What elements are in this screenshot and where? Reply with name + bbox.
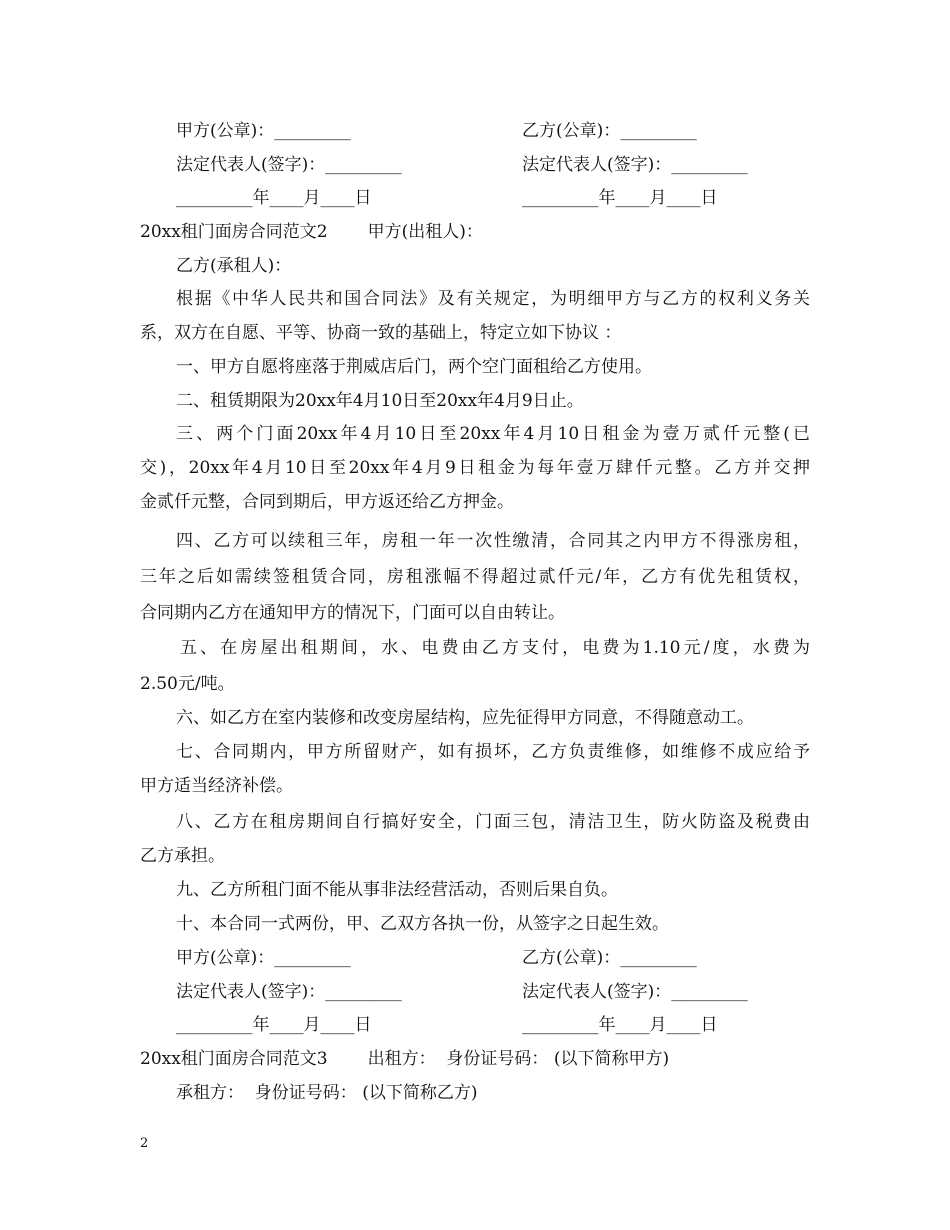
section2-heading-line xyxy=(140,221,815,243)
party-b-date-line: _________年____月____日 xyxy=(522,188,718,208)
party-b-seal-line: 乙方(公章)：_________ xyxy=(522,121,697,141)
party-b-rep-line-2: 法定代表人(签字)：_________ xyxy=(522,982,748,1002)
clause-4-line-3: 合同期内乙方在通知甲方的情况下，门面可以自由转让。 xyxy=(140,603,565,623)
intro-line-2: 系，双方在自愿、平等、协商一致的基础上，特定立如下协议 ： xyxy=(140,323,622,343)
clause-5-line-2: 2.50元/吨。 xyxy=(140,674,235,694)
clause-4-line-2: 三年之后如需续签租赁合同，房租涨幅不得超过贰仟元/年，乙方有优先租赁权， xyxy=(140,567,810,587)
party-a-date-line-2: _________年____月____日 xyxy=(176,1015,372,1035)
party-b-rep-line: 法定代表人(签字)：_________ xyxy=(522,155,748,175)
section2-lessee: 乙方(承租人)： xyxy=(176,256,292,276)
party-b-seal-line-2: 乙方(公章)：_________ xyxy=(522,948,697,968)
clause-6: 六、如乙方在室内装修和改变房屋结构，应先征得甲方同意，不得随意动工。 xyxy=(176,708,754,728)
clause-8-line-1: 八、乙方在租房期间自行搞好安全，门面三包，清洁卫生，防火防盗及税费由 xyxy=(176,812,810,832)
party-a-seal-line-2: 甲方(公章)：_________ xyxy=(176,948,351,968)
clause-8-line-2: 乙方承担。 xyxy=(140,846,225,866)
section3-heading-line xyxy=(140,1048,815,1070)
party-a-date-line: _________年____月____日 xyxy=(176,188,372,208)
page-number: 2 xyxy=(140,1136,149,1151)
clause-5-line-1: 五、在房屋出租期间，水、电费由乙方支付，电费为1.10元/度，水费为 xyxy=(180,638,810,658)
section3-lessor: 出租方： 身份证号码： (以下简称甲方) xyxy=(367,1049,670,1069)
clause-4-line-1: 四、乙方可以续租三年，房租一年一次性缴清，合同其之内甲方不得涨房租， xyxy=(176,531,810,551)
clause-10: 十、本合同一式两份，甲、乙双方各执一份，从签字之日起生效。 xyxy=(176,914,669,934)
clause-1: 一、甲方自愿将座落于荆威店后门，两个空门面租给乙方使用。 xyxy=(176,357,652,377)
clause-3-line-3: 金贰仟元整，合同到期后，甲方返还给乙方押金。 xyxy=(140,492,514,512)
clause-7-line-2: 甲方适当经济补偿。 xyxy=(140,776,293,796)
section2-lessor: 甲方(出租人)： xyxy=(367,222,483,242)
clause-7-line-1: 七、合同期内，甲方所留财产，如有损坏，乙方负责维修，如维修不成应给予 xyxy=(176,742,810,762)
party-b-date-line-2: _________年____月____日 xyxy=(522,1015,718,1035)
section3-heading: 20xx租门面房合同范文3 xyxy=(140,1049,328,1069)
clause-3-line-1: 三、两个门面20xx年4月10日至20xx年4月10日租金为壹万贰仟元整(已 xyxy=(176,424,810,444)
intro-line-1: 根据《中华人民共和国合同法》及有关规定，为明细甲方与乙方的权利义务关 xyxy=(176,289,810,309)
party-a-seal-line: 甲方(公章)：_________ xyxy=(176,121,351,141)
clause-2: 二、租赁期限为20xx年4月10日至20xx年4月9日止。 xyxy=(176,391,584,411)
clause-3-line-2: 交)，20xx年4月10日至20xx年4月9日租金为每年壹万肆仟元整。乙方并交押 xyxy=(140,458,810,478)
party-a-rep-line-2: 法定代表人(签字)：_________ xyxy=(176,982,402,1002)
section3-lessee: 承租方： 身份证号码： (以下简称乙方) xyxy=(176,1083,478,1103)
section2-heading: 20xx租门面房合同范文2 xyxy=(140,222,328,242)
clause-9: 九、乙方所租门面不能从事非法经营活动，否则后果自负。 xyxy=(176,880,618,900)
party-a-rep-line: 法定代表人(签字)：_________ xyxy=(176,155,402,175)
